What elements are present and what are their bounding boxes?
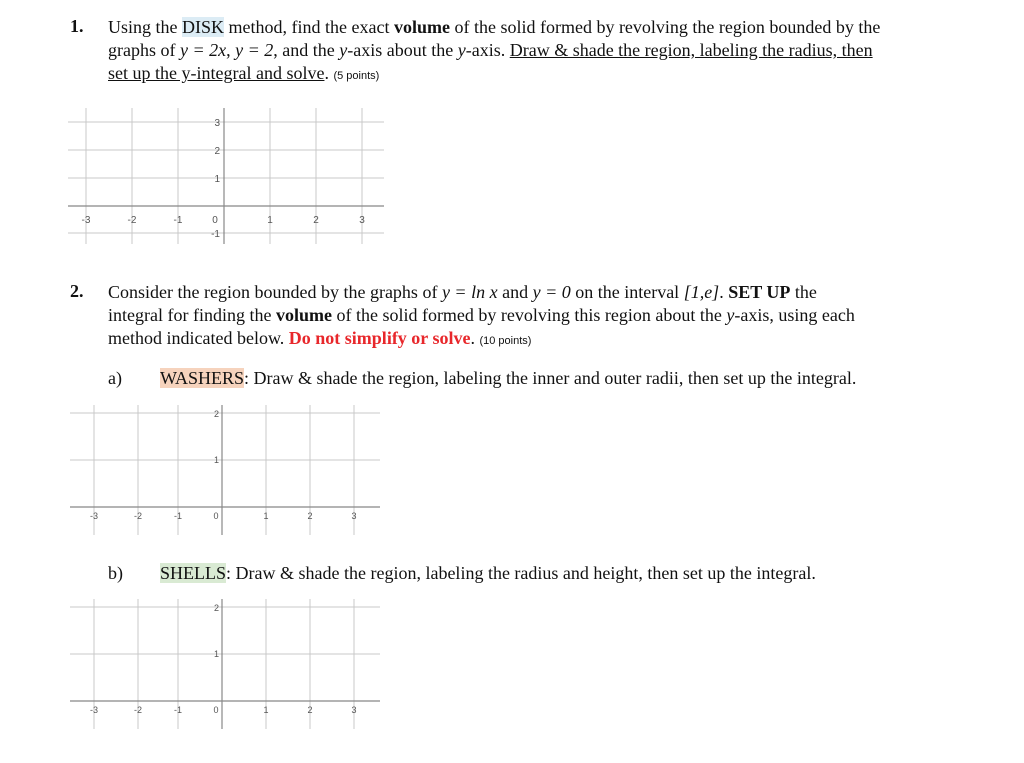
x-tick: -3 [89,511,99,521]
q2b-text: SHELLS: Draw & shade the region, labeling the radius and height, then set up the integral. [160,563,816,583]
x-tick: 1 [267,215,273,226]
x-tick: -3 [81,215,91,226]
x-tick: 2 [313,215,319,226]
q2a-label: a) [108,368,122,388]
warning-text: Do not simplify or solve [288,328,471,348]
x-tick: -2 [133,705,143,715]
q2-number: 2. [70,281,84,301]
x-tick: -1 [173,511,183,521]
grid-2 [70,405,380,535]
x-tick: -2 [127,215,137,226]
q1-number: 1. [70,16,84,36]
x-tick: 3 [351,705,357,715]
x-tick: 3 [351,511,357,521]
shells-highlight: SHELLS [160,563,227,583]
x-tick: -2 [133,511,143,521]
y-tick: 1 [213,649,219,659]
x-tick: 0 [213,705,219,715]
disk-highlight: DISK [182,17,225,37]
x-tick: 0 [212,215,218,226]
y-tick: 3 [214,118,220,129]
grid-1 [68,108,384,244]
y-tick: 2 [213,409,219,419]
y-tick: 1 [213,455,219,465]
x-tick: 1 [263,511,269,521]
x-tick: 1 [263,705,269,715]
x-tick: 2 [307,705,313,715]
y-tick: 2 [214,146,220,157]
q2a-text: WASHERS: Draw & shade the region, labeling the inner and outer radii, then set up the integral. [160,368,857,388]
q1-text: Using the DISK method, find the exact volume of the solid formed by revolving the region bounded by the graphs of y = 2x, y = 2, and the y-axis about the y-axis. Draw & shade the region, labeling the radius, then set up the y-integral and solve. (5 points) [108,17,881,83]
q2-text: Consider the region bounded by the graphs of y = ln x and y = 0 on the interval [1,e]. SET UP the integral for finding the volume of the solid formed by revolving this region about the y-axis, using each method indicated below. Do not simplify or solve. (10 points) [108,282,855,348]
x-tick: -3 [89,705,99,715]
y-tick: 1 [214,174,220,185]
y-tick: 2 [213,603,219,613]
q2b-label: b) [108,563,123,583]
y-tick: -1 [211,229,220,240]
x-tick: 0 [213,511,219,521]
x-tick: 2 [307,511,313,521]
grid-3 [70,599,380,729]
x-tick: -1 [173,215,183,226]
washers-highlight: WASHERS [160,368,245,388]
x-tick: 3 [359,215,365,226]
x-tick: -1 [173,705,183,715]
